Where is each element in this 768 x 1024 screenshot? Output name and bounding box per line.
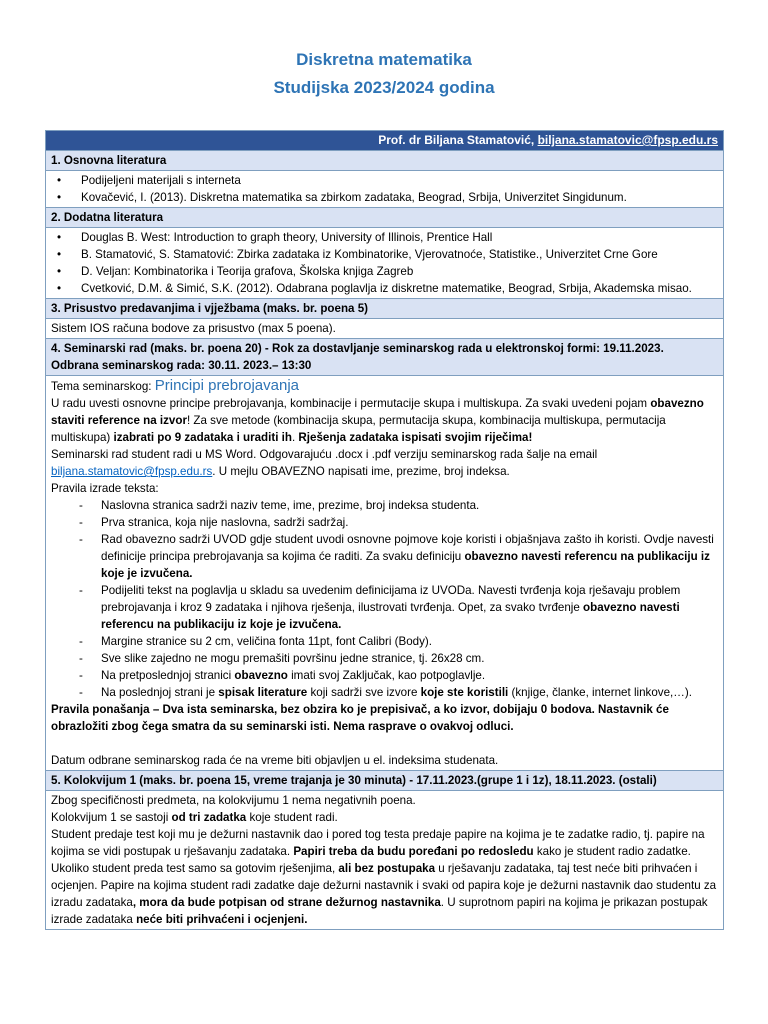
colloquium-note: Zbog specifičnosti predmeta, na kolokvijumu 1 nema negativnih poena. (51, 794, 416, 807)
rule-text: imati svoj Zaključak, kao potpoglavlje. (287, 669, 486, 682)
section-1-heading-row (46, 151, 724, 171)
intro-bold-text: obavezno staviti reference na izvor (51, 397, 704, 427)
rule-text: Na poslednjoj strani je (101, 686, 219, 699)
email-instruction (51, 463, 718, 480)
section-2-heading-row (46, 208, 724, 228)
professor-header-row (46, 131, 724, 151)
seminar-defense-line: Odbrana seminarskog rada: 30.11. 2023.– 13:30 (51, 359, 312, 372)
section-5-body-row (46, 791, 724, 930)
list-item: • Douglas B. West: Introduction to graph theory, University of Illinois, Prentice Hall (81, 229, 718, 246)
procedure-text: Student predaje test koji mu je dežurni nastavnik dao i pored tog testa predaje papire na kojima je te zadatke radio, tj. papire na kojima se vidi postupak u rješavanju zadataka. (51, 828, 705, 858)
basic-literature-list (51, 172, 718, 206)
conduct-text: Pravila ponašanja – Dva ista seminarska, bez obzira ko je prepisivač, a ko izvor, dobijaju 0 bodova. Nastavnik će obrazložiti zbog čega smatra da su seminarski isti. Nema rasprave o ovakvoj odluci. (51, 703, 669, 733)
procedure-text: . U suprotnom papiri na kojima je prikazan postupak izrade zadataka (51, 896, 708, 926)
section-5-heading-row (46, 771, 724, 791)
rules-label: Pravila izrade teksta: (51, 482, 159, 495)
list-item: • Cvetković, D.M. & Simić, S.K. (2012). Odabrana poglavlja iz diskretne matematike, Beograd, Srbija, Akademska misao. (81, 280, 718, 297)
additional-literature-list (51, 229, 718, 297)
seminar-email-link[interactable]: biljana.stamatovic@fpsp.edu.rs (51, 465, 213, 478)
intro-bold-text: izabrati po 9 zadataka i uraditi ih (113, 431, 292, 444)
section-1-heading: 1. Osnovna literatura (46, 151, 724, 171)
rule-text: koji sadrži sve izvore (307, 686, 421, 699)
spacer (51, 735, 718, 752)
rule-bold-text: obavezno navesti referencu na publikaciju iz koje je izvučena. (101, 601, 680, 631)
section-4-heading-row (46, 339, 724, 376)
list-item (101, 684, 718, 701)
professor-name: Prof. dr Biljana Stamatović, (378, 133, 538, 147)
procedure-bold-text: ali bez postupaka (338, 862, 436, 875)
rule-text: (knjige, članke, internet linkove,…). (508, 686, 692, 699)
attendance-text: Sistem IOS računa bodove za prisustvo (max 5 poena). (46, 319, 724, 339)
section-3-heading-row (46, 299, 724, 319)
syllabus-table (45, 130, 724, 930)
rule-text: Podijeliti tekst na poglavlja u skladu sa uvedenim definicijama iz UVODa. Navesti tvrđenja koja rješavaju problem prebrojavanja i kroz 9 zadataka i njihova rješenja, ilustrovati tvrđenja. Opet, za svako tvrđenje (101, 584, 681, 614)
list-item: • Kovačević, I. (2013). Diskretna matematika sa zbirkom zadataka, Beograd, Srbija, Univerzitet Singidunum. (81, 189, 718, 206)
section-2-body-row (46, 228, 724, 299)
list-item: - Naslovna stranica sadrži naziv teme, ime, prezime, broj indeksa studenta. (101, 497, 718, 514)
procedure-bold-text: neće biti prihvaćeni i ocjenjeni. (136, 913, 308, 926)
rule-bold-text: koje ste koristili (420, 686, 509, 699)
topic-label: Tema seminarskog: (51, 380, 155, 393)
rule-bold-text: spisak literature (218, 686, 308, 699)
professor-email-link[interactable]: biljana.stamatovic@fpsp.edu.rs (537, 133, 718, 147)
seminar-topic-line (51, 377, 718, 395)
section-3-body-row (46, 319, 724, 339)
writing-rules-list (51, 497, 718, 701)
rule-bold-text: obavezno (234, 669, 288, 682)
seminar-deadline-line: 4. Seminarski rad (maks. br. poena 20) - Rok za dostavljanje seminarskog rada u elektronskoj formi: 19.11.2023. (51, 342, 664, 355)
section-1-body-row (46, 171, 724, 208)
procedure-bold-text: , mora da bude potpisan od strane dežurnog nastavnika (132, 896, 441, 909)
section-4-body-row (46, 376, 724, 771)
list-item: - Margine stranice su 2 cm, veličina fonta 11pt, font Calibri (Body). (101, 633, 718, 650)
rule-text: Rad obavezno sadrži UVOD gdje student uvodi osnovne pojmove koje koristi i objašnjava zašto ih koristi. Ovdje navesti definicije principa prebrojavanja sa kojima će raditi. Za svaku definiciju (101, 533, 714, 563)
list-item: - Prva stranica, koja nije naslovna, sadrži sadržaj. (101, 514, 718, 531)
list-item: • B. Stamatović, S. Stamatović: Zbirka zadataka iz Kombinatorike, Vjerovatnoće, Statistike., Univerzitet Crne Gore (81, 246, 718, 263)
list-item (101, 531, 718, 582)
intro-bold-text: Rješenja zadataka ispisati svojim riječima! (298, 431, 533, 444)
list-item (101, 667, 718, 684)
procedure-text: kako je student radio zadatke. Ukoliko student preda test samo sa gotovim rješenjima, (51, 845, 691, 875)
tasks-text: Kolokvijum 1 se sastoji (51, 811, 172, 824)
email-instruction-text: . U mejlu OBAVEZNO napisati ime, prezime, broj indeksa. (212, 465, 510, 478)
seminar-intro (51, 395, 718, 446)
list-item: - Sve slike zajedno ne mogu premašiti površinu jedne stranice, tj. 26x28 cm. (101, 650, 718, 667)
procedure-bold-text: Papiri treba da budu poređani po redosledu (293, 845, 534, 858)
document-title: Diskretna matematika (296, 50, 472, 69)
word-instruction: Seminarski rad student radi u MS Word. Odgovarajuću .docx i .pdf verziju seminarskog rada šalje na email (51, 448, 598, 461)
rule-text: Na pretposlednjoj stranici (101, 669, 235, 682)
section-2-heading: 2. Dodatna literatura (46, 208, 724, 228)
document-subtitle: Studijska 2023/2024 godina (273, 78, 495, 97)
professor-cell (46, 131, 724, 151)
tasks-text: koje student radi. (246, 811, 338, 824)
colloquium-procedure (51, 826, 718, 928)
section-3-heading: 3. Prisustvo predavanjima i vjježbama (maks. br. poena 5) (46, 299, 724, 319)
list-item: • D. Veljan: Kombinatorika i Teorija grafova, Školska knjiga Zagreb (81, 263, 718, 280)
rule-bold-text: obavezno navesti referencu na publikaciju iz koje je izvučena. (101, 550, 710, 580)
intro-text: ! Za sve metode (kombinacija skupa, permutacija skupa, kombinacija multiskupa, permutacija multiskupa) (51, 414, 666, 444)
list-item: • Podijeljeni materijali s interneta (81, 172, 718, 189)
procedure-text: u rješavanju zadataka, taj test neće biti prihvaćen i ocjenjen. Papire na kojima student radi zadatke daje dežurni nastavnik i svaki od papira koje je dežurni nastavnik dao studentu za izradu zadataka (51, 862, 717, 909)
intro-text: U radu uvesti osnovne principe prebrojavanja, kombinacije i permutacije skupa i multiskupa. Za svaki uvedeni pojam (51, 397, 651, 410)
section-4-heading (46, 339, 724, 376)
defense-date-note: Datum odbrane seminarskog rada će na vreme biti objavljen u el. indeksima studenata. (51, 754, 499, 767)
seminar-topic: Principi prebrojavanja (154, 377, 299, 394)
tasks-bold-text: od tri zadatka (171, 811, 247, 824)
conduct-rules (51, 701, 718, 735)
section-5-heading: 5. Kolokvijum 1 (maks. br. poena 15, vreme trajanja je 30 minuta) - 17.11.2023.(grupe 1 i 1z), 18.11.2023. (ostali) (46, 771, 724, 791)
colloquium-tasks (51, 809, 718, 826)
intro-text: . (291, 431, 299, 444)
list-item (101, 582, 718, 633)
